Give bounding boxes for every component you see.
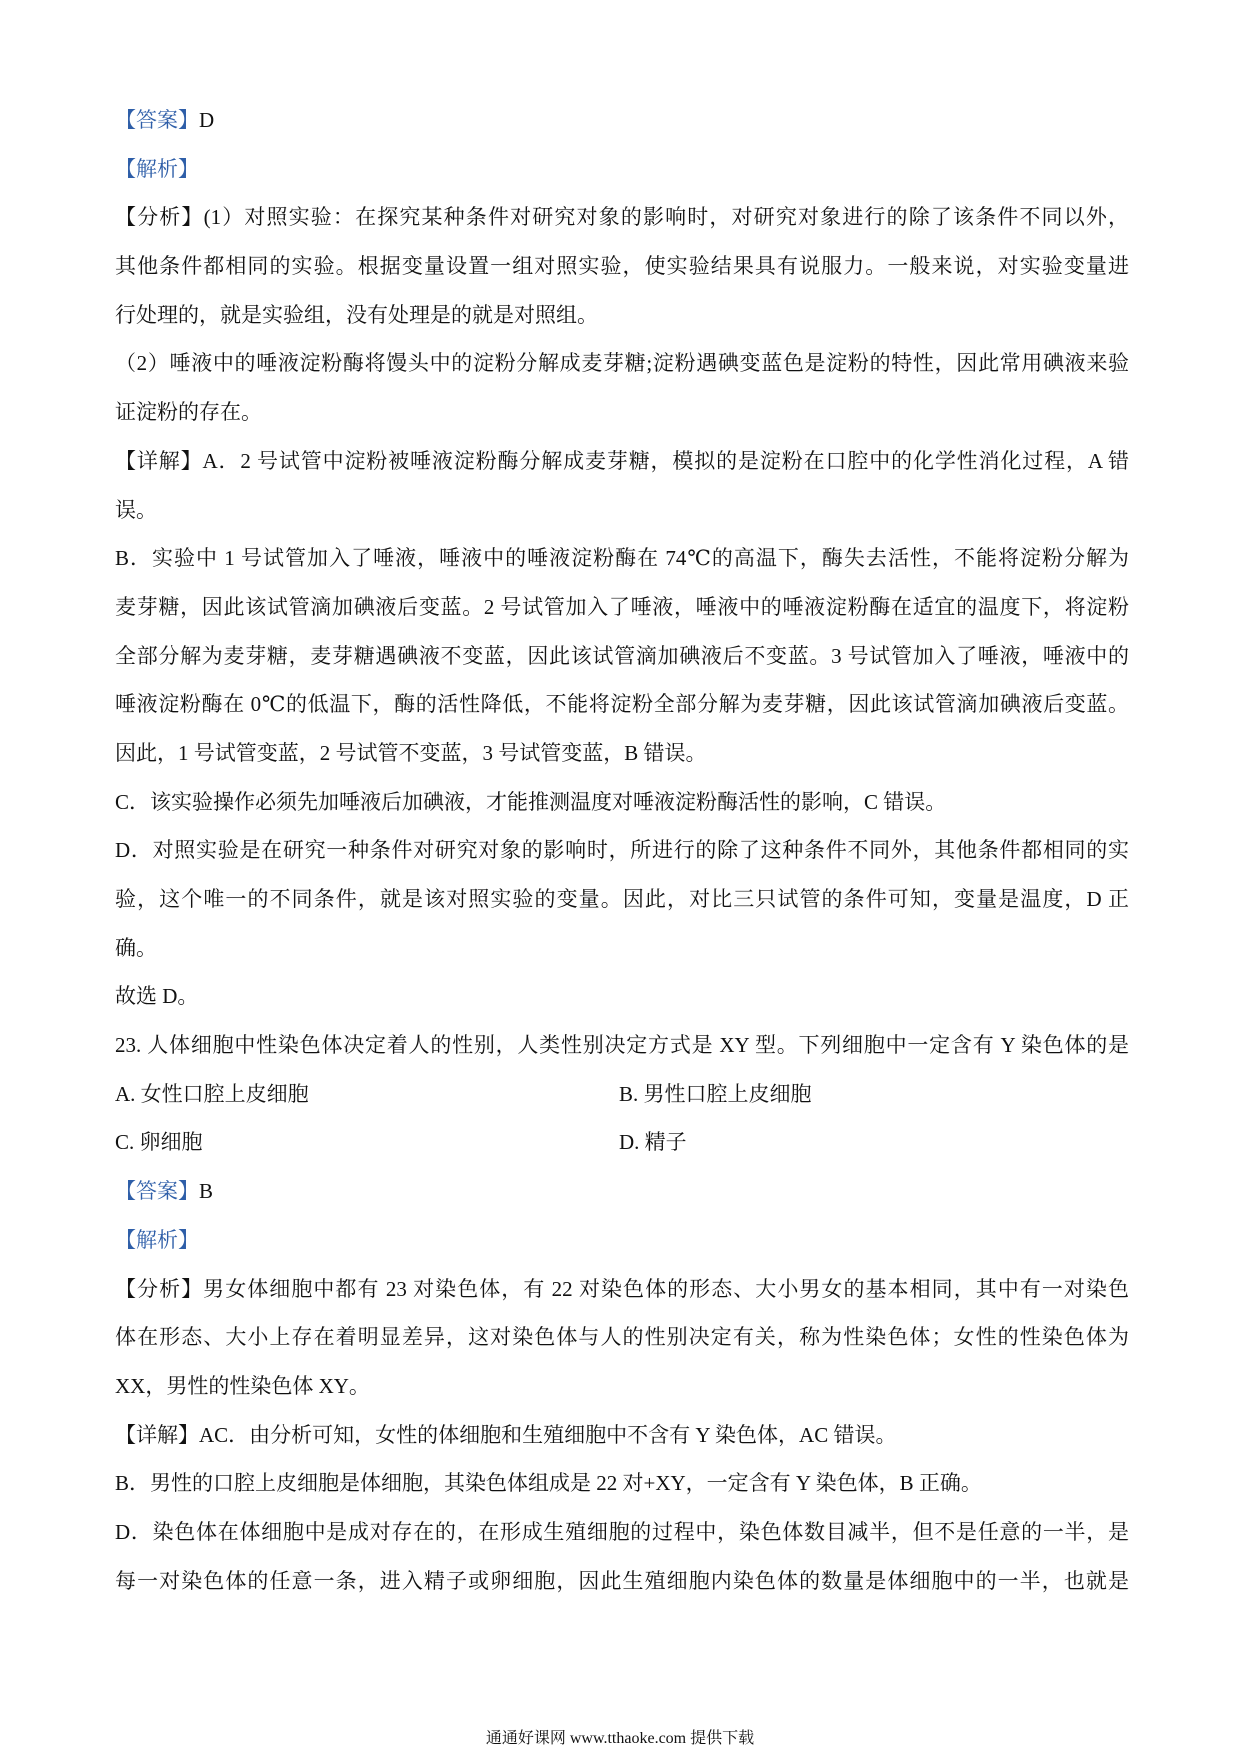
option-text: 男性口腔上皮细胞 [643,1081,812,1106]
option-letter: D. [619,1130,640,1155]
q22-detail-line: C．该实验操作必须先加唾液后加碘液，才能推测温度对唾液淀粉酶活性的影响，C 错误。 [115,789,947,814]
option-letter: C. [115,1130,135,1155]
page-content [115,96,1129,1605]
q22-detail-line: 【详解】A．2 号试管中淀粉被唾液淀粉酶分解成麦芽糖，模拟的是淀粉在口腔中的化学性消化过程，A 错 [115,448,1129,473]
q23-detail-line: 【详解】AC．由分析可知，女性的体细胞和生殖细胞中不含有 Y 染色体，AC 错误。 [115,1422,897,1447]
q22-detail-line: 验，这个唯一的不同条件，就是该对照实验的变量。因此，对比三只试管的条件可知，变量是温度，D 正 [115,887,1129,911]
option-text: 女性口腔上皮细胞 [140,1081,309,1106]
q22-detail-line: 全部分解为麦芽糖，麦芽糖遇碘液不变蓝，因此该试管滴加碘液后不变蓝。3 号试管加入了唾液，唾液中的 [115,643,1129,668]
q23-answer-label: 【答案】 [115,1179,199,1204]
q23-explanation-label: 【解析】 [115,1227,199,1252]
q23-answer-line [115,1167,1129,1216]
q23-analysis-line: XX，男性的性染色体 XY。 [115,1373,370,1398]
q23-detail-line: D．染色体在体细胞中是成对存在的，在形成生殖细胞的过程中，染色体数目减半，但不是任意的一半，是 [115,1519,1129,1544]
option-letter: A. [115,1081,136,1106]
q23-options-row [115,1070,1129,1119]
q22-analysis-line: 【分析】(1）对照实验：在探究某种条件对研究对象的影响时，对研究对象进行的除了该条件不同以外， [115,205,1129,230]
q23-option-b [619,1070,812,1119]
q22-analysis-line: 其他条件都相同的实验。根据变量设置一组对照实验，使实验结果具有说服力。一般来说，对实验变量进 [115,254,1129,279]
q22-analysis-line: （2）唾液中的唾液淀粉酶将馒头中的淀粉分解成麦芽糖;淀粉遇碘变蓝色是淀粉的特性，因此常用碘液来验 [115,351,1129,376]
option-text: 精子 [644,1130,687,1155]
q22-detail-line: 确。 [115,935,157,960]
q22-answer-value: D [199,108,215,132]
q22-answer-line [115,96,1129,145]
q23-options-row [115,1118,1129,1167]
option-letter: B. [619,1081,639,1106]
q22-explanation-label: 【解析】 [115,156,199,181]
page-footer: 通通好课网 www.tthaoke.com 提供下载 [485,1730,755,1747]
q22-detail-line: 因此，1 号试管变蓝，2 号试管不变蓝，3 号试管变蓝，B 错误。 [115,740,707,765]
q22-analysis-line: 行处理的，就是实验组，没有处理是的就是对照组。 [115,302,598,327]
option-text: 卵细胞 [139,1130,203,1155]
q22-analysis-line: 证淀粉的存在。 [115,400,262,425]
q23-detail-line: 每一对染色体的任意一条，进入精子或卵细胞，因此生殖细胞内染色体的数量是体细胞中的一半，也就是 [115,1568,1129,1593]
q23-stem: 23. 人体细胞中性染色体决定着人的性别，人类性别决定方式是 XY 型。下列细胞中一定含有 Y 染色体的是 [115,1033,1129,1058]
q23-explanation-heading [115,1216,1129,1265]
q23-answer-value: B [199,1179,214,1204]
q23-option-d [619,1118,687,1167]
q22-detail-line: 误。 [115,497,157,522]
q23-analysis-line: 【分析】男女体细胞中都有 23 对染色体，有 22 对染色体的形态、大小男女的基本相同，其中有一对染色 [115,1276,1129,1301]
q22-detail-line: D．对照实验是在研究一种条件对研究对象的影响时，所进行的除了这种条件不同外，其他条件都相同的实 [115,838,1129,863]
q23-detail-line: B．男性的口腔上皮细胞是体细胞，其染色体组成是 22 对+XY，一定含有 Y 染色体，B 正确。 [115,1471,982,1496]
q22-detail-line: B．实验中 1 号试管加入了唾液，唾液中的唾液淀粉酶在 74℃的高温下，酶失去活性，不能将淀粉分解为 [115,546,1129,571]
q22-answer-label: 【答案】 [115,108,199,132]
q22-explanation-heading [115,145,1129,194]
q23-analysis-line: 体在形态、大小上存在着明显差异，这对染色体与人的性别决定有关，称为性染色体；女性的性染色体为 [115,1325,1129,1350]
q23-option-c [115,1118,203,1167]
q22-conclusion: 故选 D。 [115,984,199,1009]
q22-detail-line: 唾液淀粉酶在 0℃的低温下，酶的活性降低，不能将淀粉全部分解为麦芽糖，因此该试管滴加碘液后变蓝。 [115,692,1129,717]
q23-option-a [115,1070,309,1119]
q22-detail-line: 麦芽糖，因此该试管滴加碘液后变蓝。2 号试管加入了唾液，唾液中的唾液淀粉酶在适宜的温度下，将淀粉 [115,594,1129,619]
